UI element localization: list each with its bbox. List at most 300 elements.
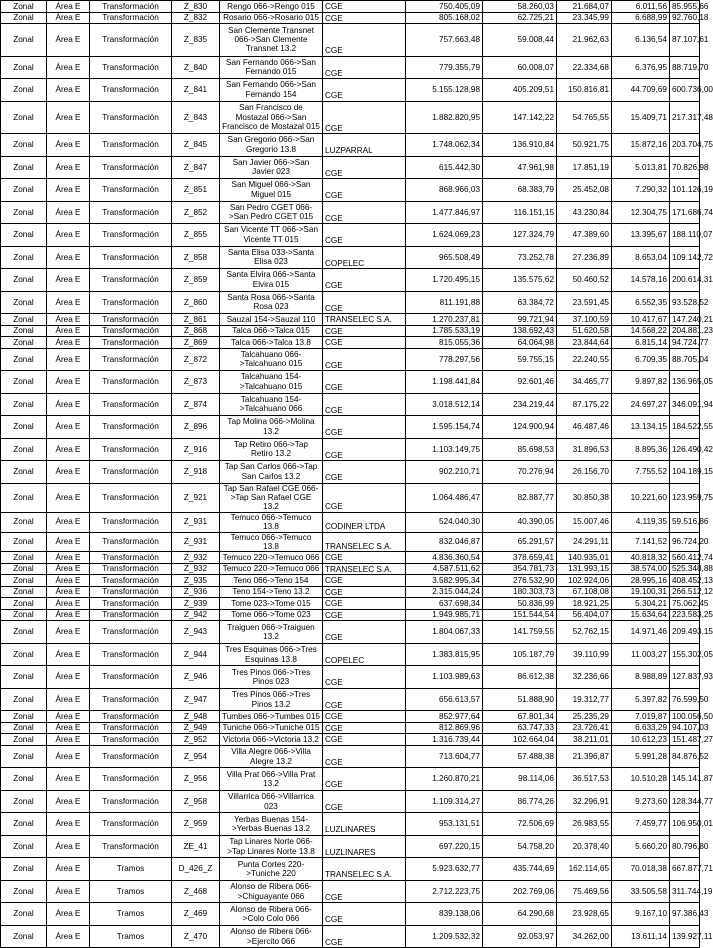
value-cell: 99.721,94 [483,314,557,326]
company-cell: TRANSELEC S.A. [323,858,406,881]
zone-cell: Zonal [1,461,47,484]
value-cell: 50.460,52 [557,269,612,292]
value-cell: 8.988,89 [612,666,670,689]
total-cell: 600.736,00 [670,79,700,102]
zone-cell: Zonal [1,790,47,813]
total-cell: 75.062,45 [670,598,700,610]
type-cell: Transformación [90,24,172,57]
value-cell: 14.578,16 [612,269,670,292]
value-cell: 757.663,48 [406,24,483,57]
value-cell: 50.921,75 [557,134,612,157]
type-cell: Transformación [90,745,172,768]
area-cell: Área E [47,925,90,948]
area-cell: Área E [47,201,90,224]
code-cell: Z_859 [172,269,220,292]
tramo-cell: San Pedro CGET 066->San Pedro CGET 015 [220,201,323,224]
total-cell: 525.348,88 [670,563,700,575]
value-cell: 965.508,49 [406,246,483,269]
code-cell: Z_944 [172,643,220,666]
total-cell: 88.705,04 [670,348,700,371]
value-cell: 1.748.062,34 [406,134,483,157]
table-row [1,438,700,461]
tramo-cell: Rengo 066->Rengo 015 [220,1,323,13]
value-cell: 31.896,53 [557,438,612,461]
code-cell: Z_835 [172,24,220,57]
value-cell: 6.011,56 [612,1,670,13]
zone-cell: Zonal [1,734,47,746]
value-cell: 87.175,22 [557,393,612,416]
value-cell: 57.488,38 [483,745,557,768]
total-cell: 96.724,20 [670,532,700,552]
type-cell: Transformación [90,621,172,644]
total-cell: 92.760,18 [670,12,700,24]
value-cell: 63.747,33 [483,722,557,734]
area-cell: Área E [47,512,90,532]
company-cell: CGE [323,745,406,768]
zone-cell: Zonal [1,880,47,903]
value-cell: 162.114,65 [557,858,612,881]
value-cell: 6.376,95 [612,56,670,79]
type-cell: Transformación [90,598,172,610]
value-cell: 6.136,54 [612,24,670,57]
tramo-cell: Punta Cortes 220->Tuniche 220 [220,858,323,881]
type-cell: Transformación [90,688,172,711]
type-cell: Transformación [90,711,172,723]
value-cell: 52.762,15 [557,621,612,644]
code-cell: Z_916 [172,438,220,461]
tramo-cell: Talcahuano 154->Talcahuano 015 [220,371,323,394]
zone-cell: Zonal [1,483,47,512]
tramo-cell: Victoria 066->Victoria 13.2 [220,734,323,746]
zone-cell: Zonal [1,563,47,575]
company-cell: CODINER LTDA [323,512,406,532]
company-cell: CGE [323,348,406,371]
value-cell: 5.013,81 [612,156,670,179]
value-cell: 147.142,22 [483,101,557,134]
value-cell: 19.312,77 [557,688,612,711]
table-row [1,711,700,723]
value-cell: 1.624.069,23 [406,224,483,247]
value-cell: 5.923.632,77 [406,858,483,881]
total-cell: 128.344,77 [670,790,700,813]
type-cell: Transformación [90,586,172,598]
tramo-cell: Tap Linares Norte 066->Tap Linares Norte 13.8 [220,835,323,858]
type-cell: Transformación [90,156,172,179]
code-cell: Z_858 [172,246,220,269]
total-cell: 126.490,42 [670,438,700,461]
area-cell: Área E [47,563,90,575]
type-cell: Transformación [90,393,172,416]
value-cell: 23.928,65 [557,903,612,926]
value-cell: 180.303,73 [483,586,557,598]
value-cell: 56.404,07 [557,609,612,621]
type-cell: Transformación [90,813,172,836]
value-cell: 64.064,98 [483,337,557,349]
area-cell: Área E [47,734,90,746]
type-cell: Transformación [90,314,172,326]
value-cell: 2.315.044,24 [406,586,483,598]
area-cell: Área E [47,598,90,610]
tramo-cell: San Fernando 066->San Fernando 154 [220,79,323,102]
table-row [1,246,700,269]
value-cell: 21.962,63 [557,24,612,57]
table-row [1,745,700,768]
total-cell: 87.107,61 [670,24,700,57]
total-cell: 139.927,11 [670,925,700,948]
total-cell: 184.522,55 [670,416,700,439]
value-cell: 1.785.533,19 [406,325,483,337]
value-cell: 5.304,21 [612,598,670,610]
company-cell: CGE [323,734,406,746]
value-cell: 12.304,75 [612,201,670,224]
type-cell: Transformación [90,438,172,461]
value-cell: 713.604,77 [406,745,483,768]
code-cell: Z_948 [172,711,220,723]
code-cell: D_426_Z [172,858,220,881]
value-cell: 10.510,28 [612,768,670,791]
company-cell: CGE [323,621,406,644]
type-cell: Transformación [90,609,172,621]
area-cell: Área E [47,269,90,292]
total-cell: 93.528,52 [670,291,700,314]
value-cell: 812.869,96 [406,722,483,734]
value-cell: 1.882.820,95 [406,101,483,134]
company-cell: TRANSELEC S.A. [323,532,406,552]
value-cell: 85.698,53 [483,438,557,461]
value-cell: 102.924,06 [557,575,612,587]
area-cell: Área E [47,461,90,484]
value-cell: 4.119,35 [612,512,670,532]
value-cell: 24.697,27 [612,393,670,416]
company-cell: CGE [323,156,406,179]
value-cell: 4.587.511,62 [406,563,483,575]
company-cell: CGE [323,438,406,461]
table-row [1,201,700,224]
type-cell: Transformación [90,512,172,532]
code-cell: Z_830 [172,1,220,13]
company-cell: COPELEC [323,643,406,666]
table-row [1,325,700,337]
total-cell: 151.487,27 [670,734,700,746]
type-cell: Transformación [90,575,172,587]
zone-cell: Zonal [1,532,47,552]
value-cell: 24.291,11 [557,532,612,552]
value-cell: 116.151,15 [483,201,557,224]
value-cell: 435.744,69 [483,858,557,881]
table-row [1,1,700,13]
table-row [1,835,700,858]
code-cell: Z_921 [172,483,220,512]
tramo-cell: San Fernando 066->San Fernando 015 [220,56,323,79]
area-cell: Área E [47,24,90,57]
value-cell: 30.850,38 [557,483,612,512]
value-cell: 59.755,15 [483,348,557,371]
value-cell: 1.209.532,32 [406,925,483,948]
zone-cell: Zonal [1,858,47,881]
value-cell: 67.108,08 [557,586,612,598]
company-cell: COPELEC [323,246,406,269]
zone-cell: Zonal [1,224,47,247]
value-cell: 54.758,20 [483,835,557,858]
value-cell: 63.384,72 [483,291,557,314]
code-cell: Z_952 [172,734,220,746]
total-cell: 223.583,25 [670,609,700,621]
company-cell: CGE [323,903,406,926]
value-cell: 852.977,64 [406,711,483,723]
total-cell: 127.837,93 [670,666,700,689]
table-row [1,858,700,881]
value-cell: 5.991,28 [612,745,670,768]
value-cell: 524.040,30 [406,512,483,532]
value-cell: 1.270.237,81 [406,314,483,326]
table-row [1,101,700,134]
tramo-cell: Talca 066->Talca 13.8 [220,337,323,349]
value-cell: 70.276,94 [483,461,557,484]
area-cell: Área E [47,835,90,858]
table-row [1,688,700,711]
zone-cell: Zonal [1,768,47,791]
type-cell: Transformación [90,563,172,575]
area-cell: Área E [47,483,90,512]
code-cell: Z_918 [172,461,220,484]
table-row [1,179,700,202]
value-cell: 3.582.995,34 [406,575,483,587]
value-cell: 778.297,56 [406,348,483,371]
value-cell: 953.131,51 [406,813,483,836]
company-cell: CGE [323,224,406,247]
total-cell: 59.516,86 [670,512,700,532]
zone-cell: Zonal [1,903,47,926]
tramo-cell: San Vicente TT 066->San Vicente TT 015 [220,224,323,247]
value-cell: 615.442,30 [406,156,483,179]
code-cell: Z_943 [172,621,220,644]
value-cell: 18.921,25 [557,598,612,610]
table-body [1,1,713,948]
area-cell: Área E [47,586,90,598]
tramo-cell: Tumbes 066->Tumbes 015 [220,711,323,723]
type-cell: Transformación [90,325,172,337]
table-row [1,24,700,57]
value-cell: 32.296,91 [557,790,612,813]
type-cell: Transformación [90,835,172,858]
company-cell: CGE [323,1,406,13]
company-cell: CGE [323,393,406,416]
code-cell: Z_896 [172,416,220,439]
company-cell: CGE [323,880,406,903]
value-cell: 47.389,60 [557,224,612,247]
table-row [1,461,700,484]
zone-cell: Zonal [1,621,47,644]
value-cell: 25.452,08 [557,179,612,202]
type-cell: Transformación [90,337,172,349]
company-cell: CGE [323,201,406,224]
tramo-cell: San Clemente Transnet 066->San Clemente Transnet 13.2 [220,24,323,57]
tramo-cell: Tres Pinos 066->Tres Pinos 023 [220,666,323,689]
value-cell: 40.818,32 [612,552,670,564]
company-cell: CGE [323,711,406,723]
tramo-cell: Villa Alegre 066->Villa Alegre 13.2 [220,745,323,768]
total-cell: 88.719,70 [670,56,700,79]
total-cell: 94.107,03 [670,722,700,734]
value-cell: 51.620,58 [557,325,612,337]
type-cell: Transformación [90,348,172,371]
value-cell: 22.240,55 [557,348,612,371]
value-cell: 3.018.512,14 [406,393,483,416]
type-cell: Transformación [90,643,172,666]
table-row [1,734,700,746]
tramo-cell: Temuco 220->Temuco 066 [220,552,323,564]
value-cell: 23.726,41 [557,722,612,734]
type-cell: Transformación [90,56,172,79]
total-cell: 145.141,87 [670,768,700,791]
value-cell: 6.552,35 [612,291,670,314]
type-cell: Transformación [90,12,172,24]
total-cell: 80.796,80 [670,835,700,858]
value-cell: 17.851,19 [557,156,612,179]
tramo-cell: San Miguel 066->San Miguel 015 [220,179,323,202]
tramo-cell: Alonso de Ribera 066->Colo Colo 066 [220,903,323,926]
tramo-cell: Tap Retiro 066->Tap Retiro 13.2 [220,438,323,461]
zone-cell: Zonal [1,598,47,610]
value-cell: 11.003,27 [612,643,670,666]
table-row [1,134,700,157]
zone-cell: Zonal [1,925,47,948]
value-cell: 697.220,15 [406,835,483,858]
company-cell: CGE [323,56,406,79]
area-cell: Área E [47,609,90,621]
total-cell: 200.614,31 [670,269,700,292]
area-cell: Área E [47,134,90,157]
value-cell: 839.138,06 [406,903,483,926]
tramo-cell: San Francisco de Mostazal 066->San Francisco de Mostazal 015 [220,101,323,134]
value-cell: 811.191,88 [406,291,483,314]
type-cell: Transformación [90,101,172,134]
value-cell: 1.477.846,97 [406,201,483,224]
code-cell: Z_847 [172,156,220,179]
value-cell: 7.019,87 [612,711,670,723]
company-cell: LUZLINARES [323,835,406,858]
type-cell: Transformación [90,371,172,394]
area-cell: Área E [47,438,90,461]
zone-cell: Zonal [1,745,47,768]
value-cell: 868.966,03 [406,179,483,202]
value-cell: 46.487,46 [557,416,612,439]
area-cell: Área E [47,348,90,371]
tramo-cell: Tome 066->Tome 023 [220,609,323,621]
table-row [1,12,700,24]
code-cell: Z_860 [172,291,220,314]
table-row [1,416,700,439]
value-cell: 59.008,44 [483,24,557,57]
zone-cell: Zonal [1,179,47,202]
type-cell: Transformación [90,269,172,292]
value-cell: 6.709,35 [612,348,670,371]
code-cell: Z_939 [172,598,220,610]
tramo-cell: Talca 066->Talca 015 [220,325,323,337]
tramo-cell: Santa Rosa 066->Santa Rosa 023 [220,291,323,314]
area-cell: Área E [47,621,90,644]
value-cell: 8.653,04 [612,246,670,269]
value-cell: 98.114,06 [483,768,557,791]
code-cell: Z_469 [172,903,220,926]
table-row [1,348,700,371]
value-cell: 38.211,01 [557,734,612,746]
value-cell: 750.405,09 [406,1,483,13]
value-cell: 92.053,97 [483,925,557,948]
code-cell: Z_946 [172,666,220,689]
zone-cell: Zonal [1,269,47,292]
code-cell: Z_873 [172,371,220,394]
value-cell: 60.008,07 [483,56,557,79]
code-cell: Z_959 [172,813,220,836]
code-cell: Z_843 [172,101,220,134]
zone-cell: Zonal [1,371,47,394]
value-cell: 86.612,38 [483,666,557,689]
table-row [1,609,700,621]
type-cell: Transformación [90,224,172,247]
code-cell: Z_932 [172,563,220,575]
value-cell: 6.633,29 [612,722,670,734]
value-cell: 405.209,51 [483,79,557,102]
area-cell: Área E [47,666,90,689]
value-cell: 50.836,99 [483,598,557,610]
company-cell: TRANSELEC S.A. [323,563,406,575]
code-cell: Z_956 [172,768,220,791]
zone-cell: Zonal [1,393,47,416]
company-cell: CGE [323,101,406,134]
value-cell: 15.634,64 [612,609,670,621]
value-cell: 276.532,90 [483,575,557,587]
area-cell: Área E [47,291,90,314]
tramo-cell: Alonso de Ribera 066->Chiguayante 066 [220,880,323,903]
value-cell: 34.465,77 [557,371,612,394]
table-row [1,813,700,836]
value-cell: 15.872,16 [612,134,670,157]
tramo-cell: Tap San Carlos 066->Tap San Carlos 13.2 [220,461,323,484]
value-cell: 1.316.739,44 [406,734,483,746]
table-row [1,314,700,326]
value-cell: 6.688,99 [612,12,670,24]
type-cell: Transformación [90,134,172,157]
code-cell: Z_942 [172,609,220,621]
value-cell: 25.235,29 [557,711,612,723]
code-cell: Z_470 [172,925,220,948]
total-cell: 136.965,05 [670,371,700,394]
code-cell: Z_932 [172,552,220,564]
code-cell: Z_868 [172,325,220,337]
code-cell: Z_841 [172,79,220,102]
area-cell: Área E [47,575,90,587]
company-cell: CGE [323,609,406,621]
tramo-cell: Yerbas Buenas 154->Yerbas Buenas 13.2 [220,813,323,836]
area-cell: Área E [47,711,90,723]
value-cell: 9.273,60 [612,790,670,813]
company-cell: CGE [323,269,406,292]
type-cell: Tramos [90,925,172,948]
zone-cell: Zonal [1,12,47,24]
type-cell: Transformación [90,416,172,439]
code-cell: Z_468 [172,880,220,903]
tramo-cell: Talcahuano 066->Talcahuano 015 [220,348,323,371]
company-cell: CGE [323,461,406,484]
value-cell: 354.781,73 [483,563,557,575]
value-cell: 832.046,87 [406,532,483,552]
area-cell: Área E [47,314,90,326]
value-cell: 22.334,68 [557,56,612,79]
value-cell: 5.155.128,98 [406,79,483,102]
value-cell: 73.252,78 [483,246,557,269]
code-cell: Z_832 [172,12,220,24]
